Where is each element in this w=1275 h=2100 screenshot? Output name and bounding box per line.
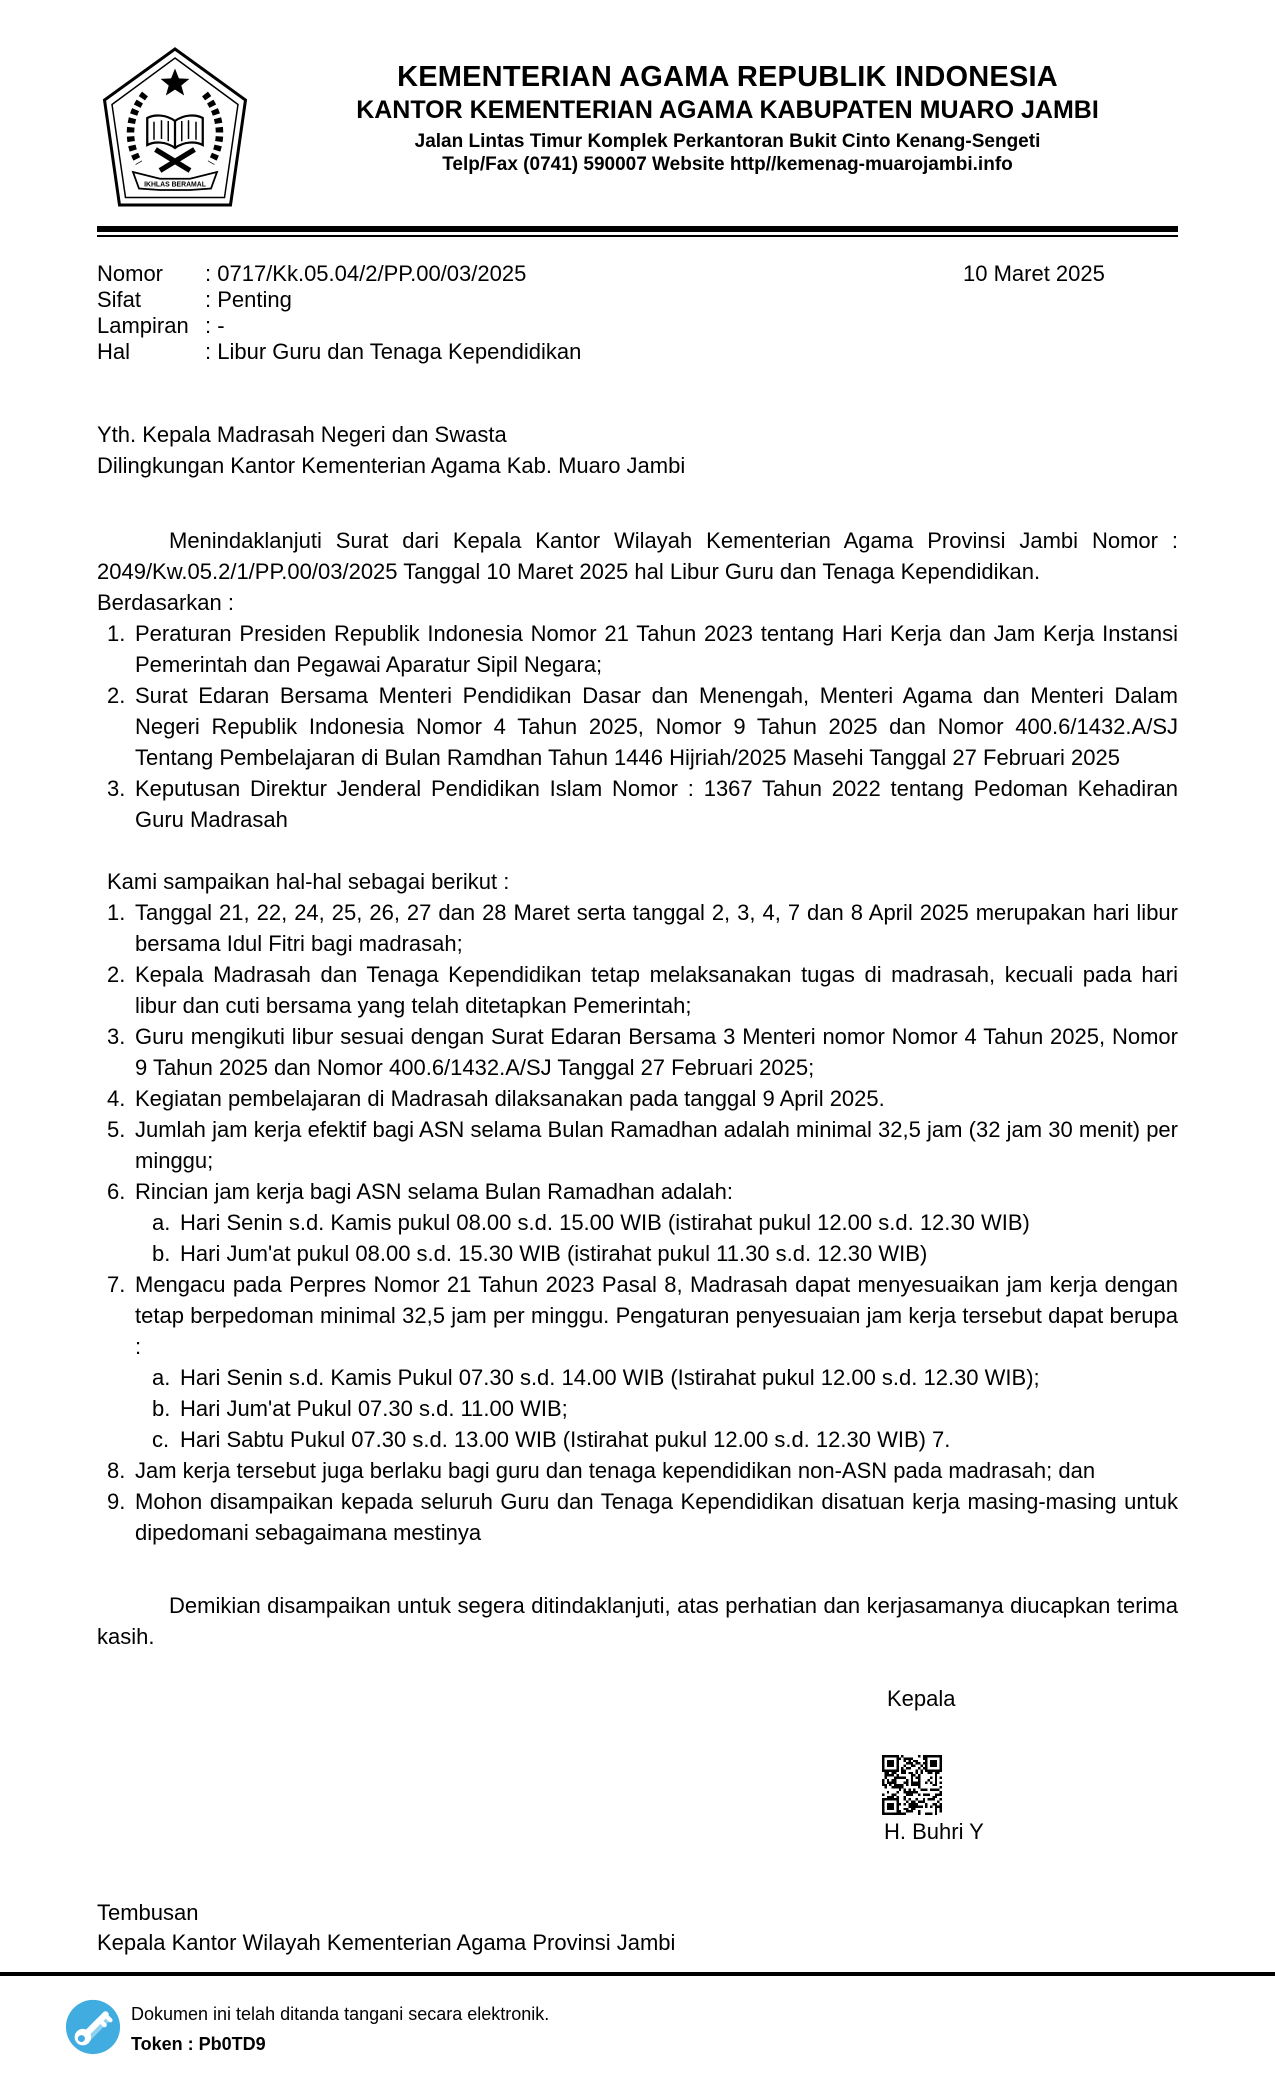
recipient-line2: Dilingkungan Kantor Kementerian Agama Kab. Muaro Jambi [97, 453, 686, 478]
logo-motto: IKHLAS BERAMAL [144, 181, 206, 189]
list-item-text: Mengacu pada Perpres Nomor 21 Tahun 2023 Pasal 8, Madrasah dapat menyesuaikan jam kerja dengan tetap berpedoman minimal 32,5 jam per minggu. Pengaturan penyesuaian jam kerja tersebut dapat berupa : [135, 1272, 1178, 1359]
closing-paragraph: Demikian disampaikan untuk segera ditindaklanjuti, atas perhatian dan kerjasamanya diucapkan terima kasih. [97, 1593, 1178, 1649]
meta-value: : Penting [205, 287, 292, 313]
tembusan-recipient: Kepala Kantor Wilayah Kementerian Agama Provinsi Jambi [97, 1930, 676, 1955]
letterhead-text [250, 46, 1205, 177]
letter-meta [97, 261, 1178, 365]
recipient-block [97, 419, 1178, 481]
letterhead-divider [97, 226, 1178, 237]
points-intro: Kami sampaikan hal-hal sebagai berikut : [107, 869, 510, 894]
meta-label: Hal [97, 339, 131, 364]
meta-row-sifat [97, 287, 1178, 313]
sub-list-item: Hari Jum'at Pukul 07.30 s.d. 11.00 WIB; [180, 1396, 568, 1421]
ministry-logo-icon [100, 46, 250, 214]
esignature-token: Token : Pb0TD9 [131, 2034, 266, 2054]
meta-value: : Libur Guru dan Tenaga Kependidikan [205, 339, 581, 365]
signer-title: Kepala [887, 1686, 956, 1711]
list-item: Keputusan Direktur Jenderal Pendidikan Islam Nomor : 1367 Tahun 2022 tentang Pedoman Kehadiran Guru Madrasah [135, 776, 1178, 832]
list-item: Kepala Madrasah dan Tenaga Kependidikan tetap melaksanakan tugas di madrasah, kecuali pada hari libur dan cuti bersama yang telah ditetapkan Pemerintah; [135, 962, 1178, 1018]
basis-list [97, 618, 1178, 835]
meta-label: Sifat [97, 287, 142, 312]
list-item [97, 1269, 1178, 1455]
list-item: Jam kerja tersebut juga berlaku bagi guru dan tenaga kependidikan non-ASN pada madrasah; dan [135, 1458, 1096, 1483]
meta-label: Lampiran [97, 313, 189, 338]
recipient-line1: Yth. Kepala Madrasah Negeri dan Swasta [97, 422, 507, 447]
star-icon [161, 69, 190, 96]
list-item: Surat Edaran Bersama Menteri Pendidikan Dasar dan Menengah, Menteri Agama dan Menteri Dalam Negeri Republik Indonesia Nomor 4 Tahun 2025, Nomor 9 Tahun 2025 dan Nomor 400.6/1432.A/SJ Tentang Pembelajaran di Bulan Ramdhan Tahun 1446 Hijriah/2025 Masehi Tanggal 27 Februari 2025 [135, 683, 1178, 770]
sub-list-item: Hari Senin s.d. Kamis Pukul 07.30 s.d. 14.00 WIB (Istirahat pukul 12.00 s.d. 12.30 WIB); [180, 1365, 1040, 1390]
list-item: Kegiatan pembelajaran di Madrasah dilaksanakan pada tanggal 9 April 2025. [135, 1086, 885, 1111]
ministry-name: KEMENTERIAN AGAMA REPUBLIK INDONESIA [397, 61, 1058, 93]
esignature-footer [0, 1972, 1275, 2096]
list-item: Peraturan Presiden Republik Indonesia Nomor 21 Tahun 2023 tentang Hari Kerja dan Jam Kerja Instansi Pemerintah dan Pegawai Aparatur Sipil Negara; [135, 621, 1178, 677]
sub-list [135, 1362, 1178, 1455]
list-item [97, 1176, 1178, 1269]
letter-body [97, 419, 1178, 1652]
opening-paragraph: Menindaklanjuti Surat dari Kepala Kantor Wilayah Kementerian Agama Provinsi Jambi Nomor : 2049/Kw.05.2/1/PP.00/03/2025 Tanggal 10 Maret 2025 hal Libur Guru dan Tenaga Kependidikan. [97, 528, 1178, 584]
letter-date: 10 Maret 2025 [963, 261, 1105, 286]
sub-list-item: Hari Senin s.d. Kamis pukul 08.00 s.d. 15.00 WIB (istirahat pukul 12.00 s.d. 12.30 WIB) [180, 1210, 1030, 1235]
meta-row-hal [97, 339, 1178, 365]
tembusan-block [97, 1898, 675, 1958]
office-contact: Telp/Fax (0741) 590007 Website http//kemenag-muarojambi.info [442, 154, 1013, 176]
signer-name: H. Buhri Y [884, 1819, 984, 1844]
meta-label: Nomor [97, 261, 164, 286]
tembusan-label: Tembusan [97, 1900, 199, 1925]
office-name: KANTOR KEMENTERIAN AGAMA KABUPATEN MUARO JAMBI [356, 96, 1099, 125]
meta-value: : 0717/Kk.05.04/2/PP.00/03/2025 [205, 261, 526, 287]
rehal-stand-icon [156, 150, 195, 171]
signature-block [880, 1686, 984, 1845]
meta-row-lampiran [97, 313, 1178, 339]
sub-list-item: Hari Jum'at pukul 08.00 s.d. 15.30 WIB (istirahat pukul 11.30 s.d. 12.30 WIB) [180, 1241, 928, 1266]
points-list [97, 897, 1178, 1548]
letterhead [100, 46, 1205, 214]
sub-list-item: Hari Sabtu Pukul 07.30 s.d. 13.00 WIB (Istirahat pukul 12.00 s.d. 12.30 WIB) 7. [180, 1427, 951, 1452]
list-item: Jumlah jam kerja efektif bagi ASN selama Bulan Ramadhan adalah minimal 32,5 jam (32 jam 30 menit) per minggu; [135, 1117, 1178, 1173]
signature-qr-code [882, 1754, 942, 1816]
office-address: Jalan Lintas Timur Komplek Perkantoran Bukit Cinto Kenang-Sengeti [414, 130, 1041, 152]
list-item: Tanggal 21, 22, 24, 25, 26, 27 dan 28 Maret serta tanggal 2, 3, 4, 7 dan 8 April 2025 merupakan hari libur bersama Idul Fitri bagi madrasah; [135, 900, 1178, 956]
basis-intro: Berdasarkan : [97, 590, 234, 615]
meta-value: : - [205, 313, 225, 339]
esignature-note: Dokumen ini telah ditanda tangani secara elektronik. [131, 2004, 550, 2024]
list-item-text: Rincian jam kerja bagi ASN selama Bulan Ramadhan adalah: [135, 1179, 734, 1204]
list-item: Guru mengikuti libur sesuai dengan Surat Edaran Bersama 3 Menteri nomor Nomor 4 Tahun 2025, Nomor 9 Tahun 2025 dan Nomor 400.6/1432.A/SJ Tanggal 27 Februari 2025; [135, 1024, 1178, 1080]
list-item: Mohon disampaikan kepada seluruh Guru dan Tenaga Kependidikan disatuan kerja masing-masing untuk dipedomani sebagaimana mestinya [135, 1489, 1178, 1545]
sub-list [135, 1207, 1178, 1269]
digital-key-icon [64, 1998, 122, 2056]
